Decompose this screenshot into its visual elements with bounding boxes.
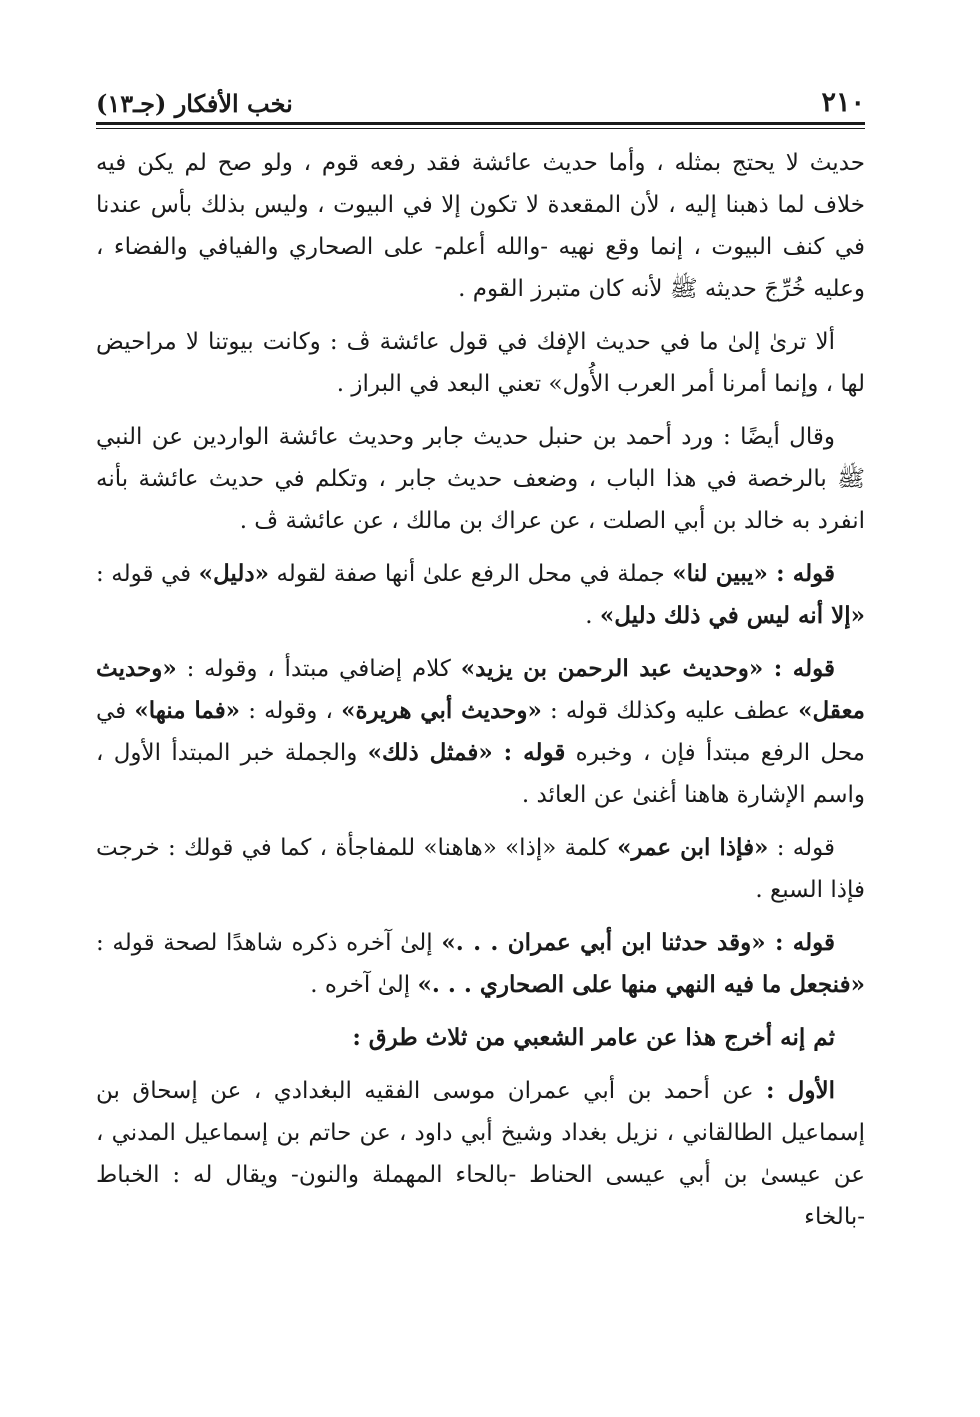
bold-text-run: «وحديث معقل»	[96, 655, 865, 724]
text-run: إلىٰ آخره ذكره شاهدًا لصحة قوله :	[96, 930, 442, 956]
text-run: جملة في محل الرفع علىٰ أنها صفة لقوله	[268, 561, 673, 587]
paragraph	[96, 922, 865, 1006]
text-run: قوله :	[768, 835, 835, 861]
text-run: والجملة خبر المبتدأ الأول ، واسم الإشارة هاهنا أغنىٰ عن العائد .	[96, 740, 865, 808]
page-body	[96, 142, 865, 1249]
paragraph	[96, 827, 865, 911]
bold-text-run: قوله : «وحديث عبد الرحمن بن يزيد»	[460, 655, 835, 682]
text-run: ، وقوله :	[240, 698, 342, 724]
text-run: كلام إضافي مبتدأ ، وقوله :	[176, 656, 461, 682]
paragraph	[96, 142, 865, 310]
bold-text-run: «إلا أنه ليس في ذلك دليل»	[599, 602, 865, 629]
bold-text-run: قوله : «فمثل ذلك»	[367, 739, 566, 766]
bold-text-run: الأول :	[766, 1077, 835, 1104]
text-run: إلىٰ آخره .	[310, 972, 418, 998]
paragraph	[96, 1070, 865, 1238]
text-run: عطف عليه وكذلك قوله :	[541, 698, 799, 724]
bold-text-run: «دليل»	[198, 560, 269, 587]
text-run: وقال أيضًا : ورد أحمد بن حنبل حديث جابر وحديث عائشة الواردين عن النبي ﷺ بالرخصة في هذا الباب ، وضعف حديث جابر ، وتكلم في حديث عائشة بأنه انفرد به خالد بن أبي الصلت ، عن عراك بن مالك ، عن عائشة ڤ .	[96, 424, 865, 534]
bold-text-run: ثم إنه أخرج هذا عن عامر الشعبي من ثلاث طرق :	[352, 1024, 835, 1051]
bold-text-run: «وحديث أبي هريرة»	[341, 697, 542, 724]
text-run: عن أحمد بن أبي عمران موسى الفقيه البغدادي ، عن إسحاق بن إسماعيل الطالقاني ، نزيل بغداد وشيخ أبي داود ، عن حاتم بن إسماعيل المدني ، عن عيسىٰ بن أبي عيسى الحناط -بالحاء المهملة والنون- ويقال له : الخباط -بالخاء	[96, 1078, 865, 1230]
text-run: حديث لا يحتج بمثله ، وأما حديث عائشة فقد رفعه قوم ، ولو صح لم يكن فيه خلاف لما ذهبنا إليه ، لأن المقعدة لا تكون إلا في البيوت ، وليس بذلك بأس عندنا في كنف البيوت ، إنما وقع نهيه -والله أعلم- على الصحاري والفيافي والفضاء ، وعليه خُرِّجَ حديثه ﷺ لأنه كان متبرز القوم .	[96, 150, 865, 302]
bold-text-run: «فنجعل ما فيه النهي منها على الصحاري . . .»	[417, 971, 865, 998]
running-title: نخب الأفكار (جـ١٣)	[96, 89, 293, 118]
paragraph	[96, 1017, 865, 1059]
text-run: .	[585, 603, 600, 629]
bold-text-run: «فإذا ابن عمر»	[617, 834, 769, 861]
paragraph	[96, 321, 865, 405]
paragraph	[96, 648, 865, 816]
page-header	[96, 74, 865, 118]
bold-text-run: قوله : «وقد حدثنا ابن أبي عمران . . .»	[441, 929, 835, 956]
header-rule-thick	[96, 122, 865, 125]
bold-text-run: «فما منها»	[134, 697, 241, 724]
paragraph	[96, 416, 865, 542]
text-run: في قوله :	[96, 561, 199, 587]
text-run: في محل الرفع مبتدأ فإن ، وخبره	[96, 698, 865, 766]
text-run: ألا ترىٰ إلىٰ ما في حديث الإفك في قول عائشة ڤ : وكانت بيوتنا لا مراحيض لها ، وإنما أمرنا أمر العرب الأُول» تعني البعد في البراز .	[96, 329, 865, 397]
page-number: ٢١٠	[821, 87, 865, 118]
text-run: كلمة «إذا» «هاهنا» للمفاجأة ، كما في قولك : خرجت فإذا السبع .	[96, 835, 865, 903]
header-rule-thin	[96, 128, 865, 129]
bold-text-run: قوله : «يبين لنا»	[672, 560, 836, 587]
paragraph	[96, 553, 865, 637]
